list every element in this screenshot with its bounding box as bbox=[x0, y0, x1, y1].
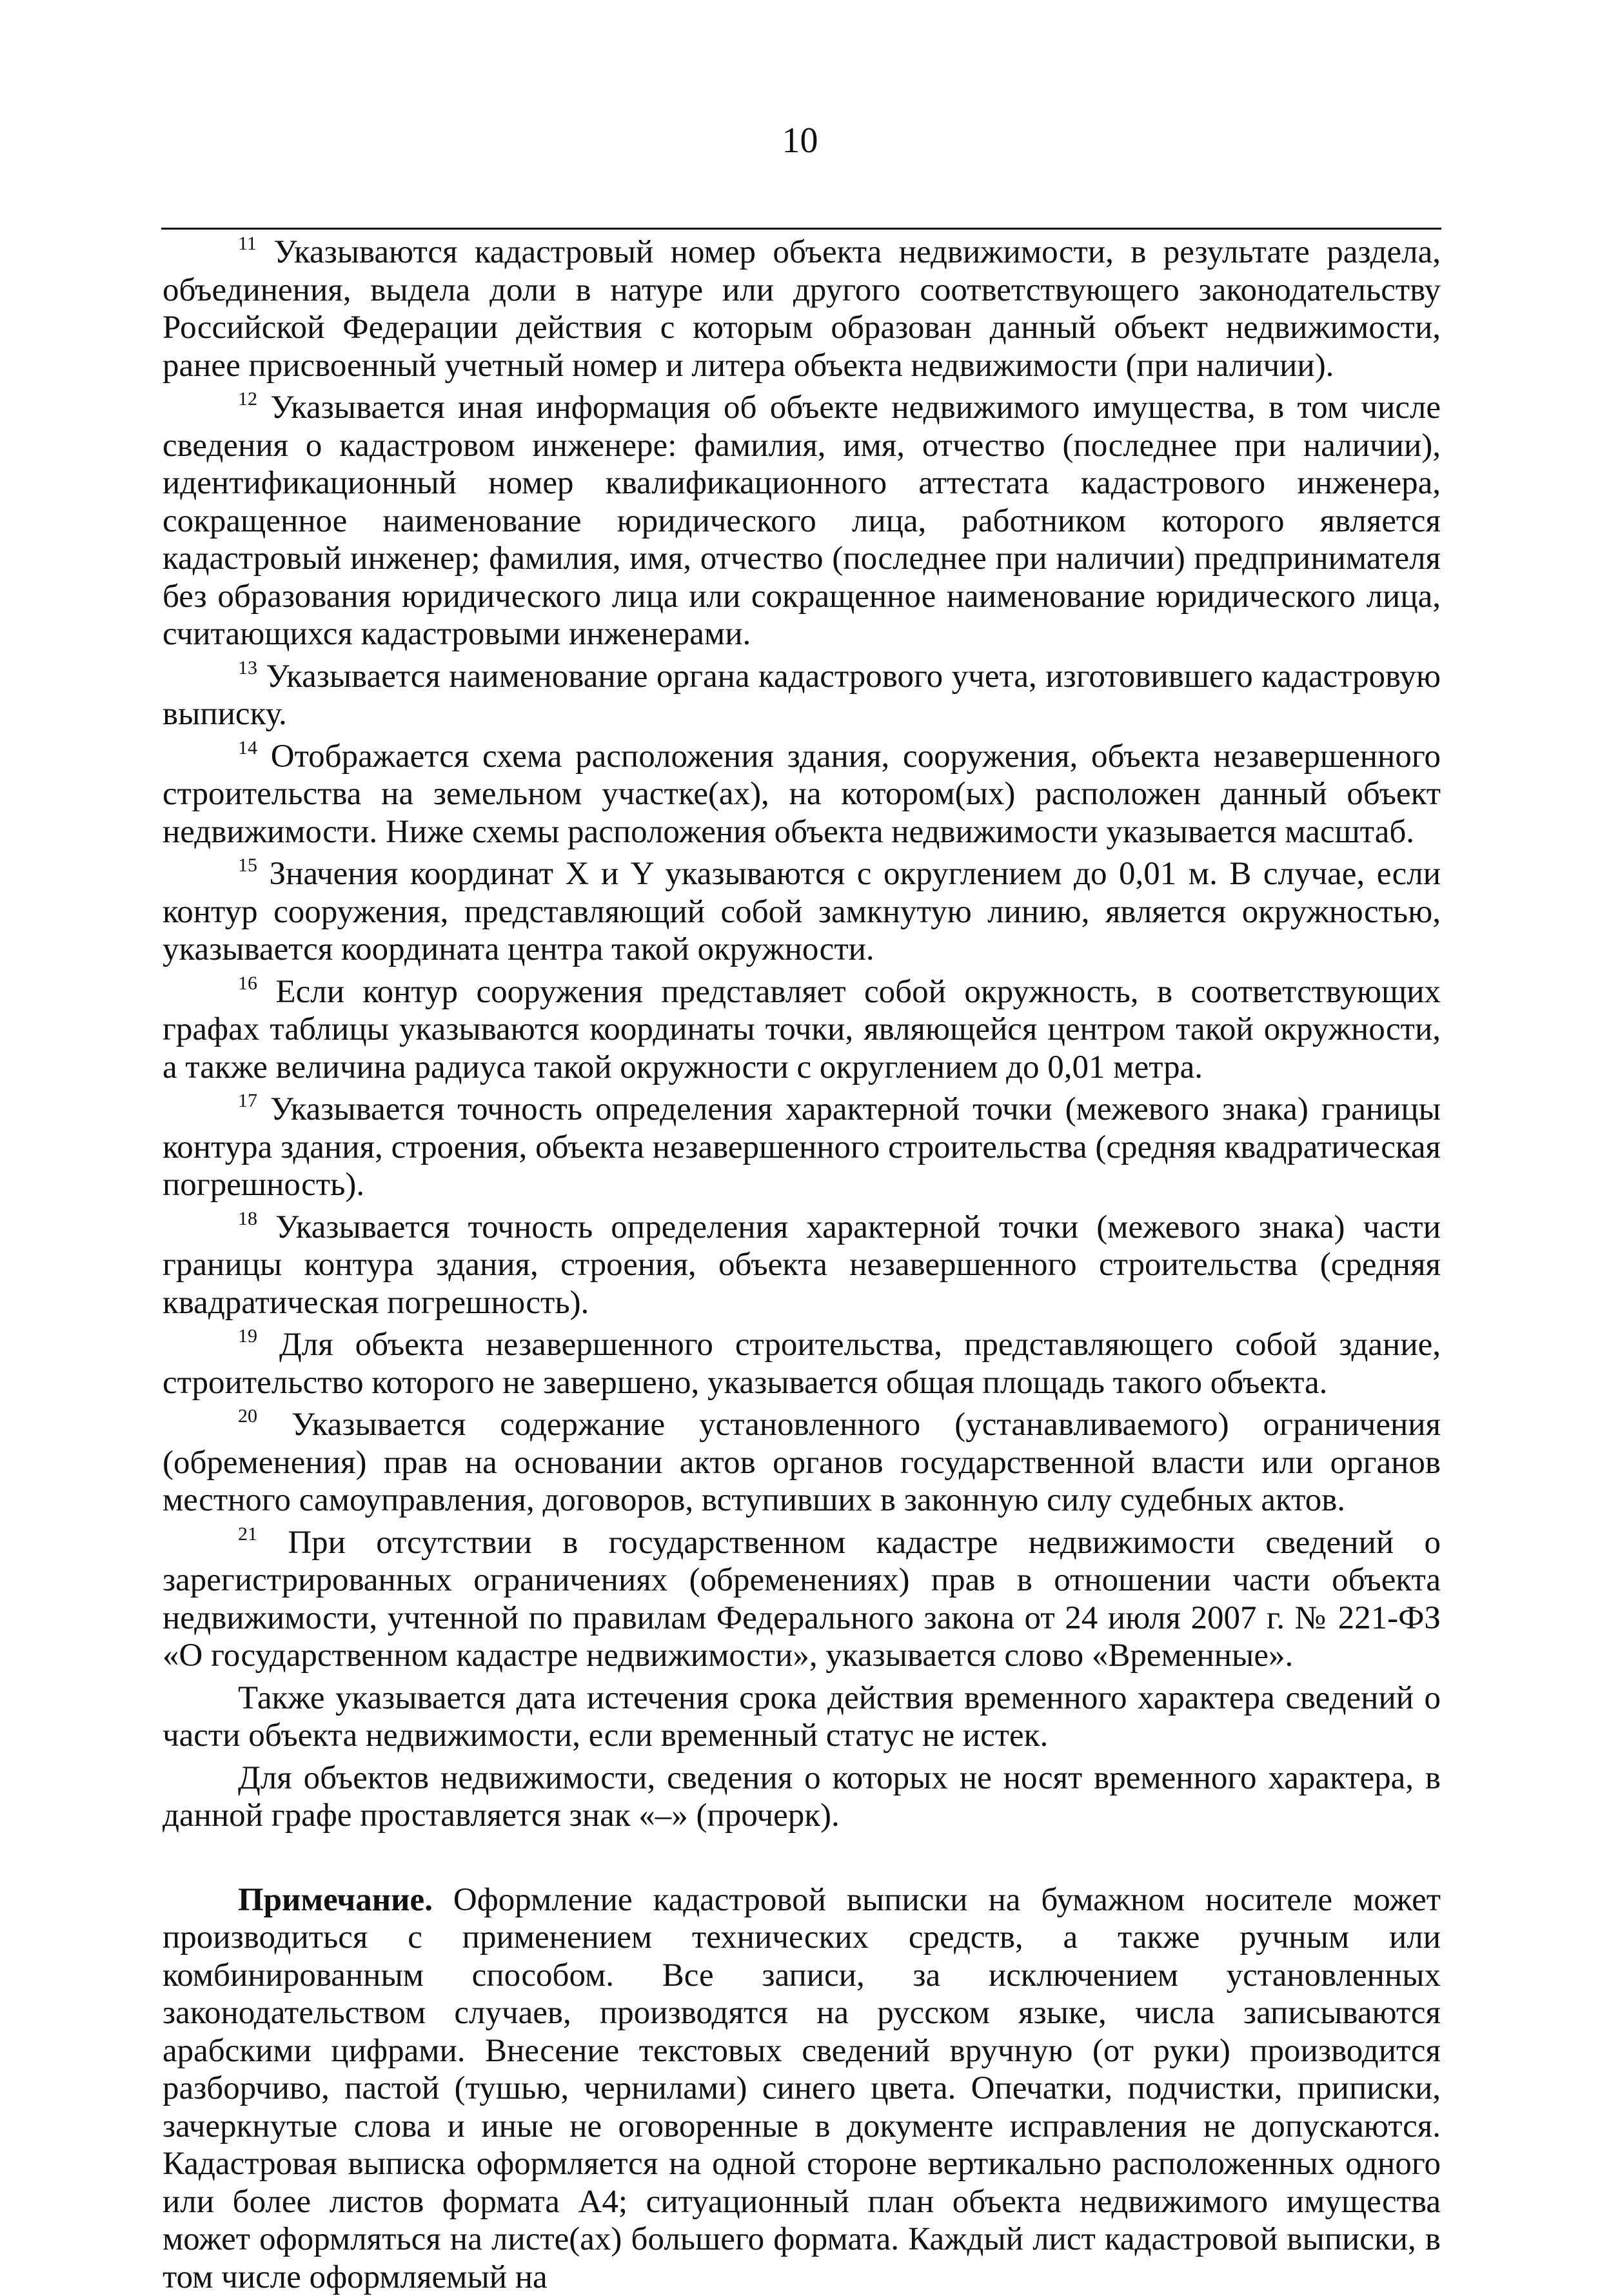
footnote-continuation-paragraph: Также указывается дата истечения срока действия временного характера сведений о части объекта недвижимости, если временный статус не истек. bbox=[163, 1679, 1441, 1755]
footnote-text: Указывается содержание установленного (устанавливаемого) ограничения (обременения) прав на основании актов органов государственной власти или органов местного самоуправления, договоров, вступивших в законную силу судебных актов. bbox=[163, 1407, 1441, 1518]
footnote-text: Указывается точность определения характерной точки (межевого знака) части границы контура здания, строения, объекта незавершенного строительства (средняя квадратическая погрешность). bbox=[163, 1209, 1441, 1321]
footnote-marker: 15 bbox=[238, 855, 257, 876]
footnote-marker: 21 bbox=[238, 1523, 257, 1545]
note-label: Примечание. bbox=[238, 1882, 433, 1918]
footnote-20 bbox=[163, 1406, 1441, 1519]
footnote-text: Указывается иная информация об объекте недвижимого имущества, в том числе сведения о кадастровом инженере: фамилия, имя, отчество (последнее при наличии), идентификационный номер квалификационного аттестата кадастрового инженера, сокращенное наименование юридического лица, работником которого является кадастровый инженер; фамилия, имя, отчество (последнее при наличии) предпринимателя без образования юридического лица или сокращенное наименование юридического лица, считающихся кадастровыми инженерами. bbox=[163, 390, 1441, 652]
footnote-marker: 19 bbox=[238, 1325, 257, 1347]
footnote-marker: 11 bbox=[238, 233, 257, 254]
footnote-marker: 17 bbox=[238, 1090, 257, 1111]
footnote-marker: 18 bbox=[238, 1208, 257, 1229]
footnote-12 bbox=[163, 389, 1441, 653]
footnote-text: При отсутствии в государственном кадастре недвижимости сведений о зарегистрированных ограничениях (обременениях) прав в отношении части объекта недвижимости, учтенной по правилам Федерального закона от 24 июля 2007 г. № 221-ФЗ «О государственном кадастре недвижимости», указывается слово «Временные». bbox=[163, 1525, 1441, 1674]
footnote-19 bbox=[163, 1326, 1441, 1401]
footnote-13 bbox=[163, 658, 1441, 733]
footnote-15 bbox=[163, 855, 1441, 969]
footnote-marker: 13 bbox=[238, 657, 257, 678]
footnote-18 bbox=[163, 1209, 1441, 1322]
footnote-11 bbox=[163, 233, 1441, 384]
note-text: Оформление кадастровой выписки на бумажном носителе может производиться с применением технических средств, а также ручным или комбинированным способом. Все записи, за исключением установленных законодательством случаев, производятся на русском языке, числа записываются арабскими цифрами. Внесение текстовых сведений вручную (от руки) производится разборчиво, пастой (тушью, чернилами) синего цвета. Опечатки, подчистки, приписки, зачеркнутые слова и иные не оговоренные в документе исправления не допускаются. Кадастровая выписка оформляется на одной стороне вертикально расположенных одного или более листов формата А4; ситуационный план объекта недвижимого имущества может оформляться на листе(ах) большего формата. Каждый лист кадастровой выписки, в том числе оформляемый на bbox=[163, 1882, 1441, 2295]
footnote-text: Для объекта незавершенного строительства, представляющего собой здание, строительство которого не завершено, указывается общая площадь такого объекта. bbox=[163, 1327, 1441, 1401]
footnote-text: Если контур сооружения представляет собой окружность, в соответствующих графах таблицы указываются координаты точки, являющейся центром такой окружности, а также величина радиуса такой окружности с округлением до 0,01 метра. bbox=[163, 974, 1441, 1085]
footnote-separator-line bbox=[161, 228, 1441, 230]
footnote-continuation-paragraph: Для объектов недвижимости, сведения о которых не носят временного характера, в данной графе проставляется знак «–» (прочерк). bbox=[163, 1759, 1441, 1835]
footnote-marker: 12 bbox=[238, 388, 257, 410]
footnote-marker: 16 bbox=[238, 973, 257, 994]
footnote-text: Указываются кадастровый номер объекта недвижимости, в результате раздела, объединения, выдела доли в натуре или другого соответствующего законодательству Российской Федерации действия с которым образован данный объект недвижимости, ранее присвоенный учетный номер и литера объекта недвижимости (при наличии). bbox=[163, 234, 1441, 384]
page-number: 10 bbox=[0, 123, 1600, 159]
footnote-text: Указывается наименование органа кадастрового учета, изготовившего кадастровую выписку. bbox=[163, 658, 1441, 733]
footnote-text: Указывается точность определения характерной точки (межевого знака) границы контура здания, строения, объекта незавершенного строительства (средняя квадратическая погрешность). bbox=[163, 1091, 1441, 1203]
footnote-marker: 14 bbox=[238, 737, 257, 758]
footnote-17 bbox=[163, 1091, 1441, 1204]
note-paragraph bbox=[163, 1881, 1441, 2296]
footnote-marker: 20 bbox=[238, 1405, 257, 1427]
footnote-text: Отображается схема расположения здания, сооружения, объекта незавершенного строительства на земельном участке(ах), на котором(ых) расположен данный объект недвижимости. Ниже схемы расположения объекта недвижимости указывается масштаб. bbox=[163, 738, 1441, 850]
footnote-14 bbox=[163, 738, 1441, 851]
footnotes-section bbox=[163, 233, 1441, 2296]
footnote-16 bbox=[163, 973, 1441, 1087]
footnote-21 bbox=[163, 1524, 1441, 1675]
footnote-text: Значения координат X и Y указываются с округлением до 0,01 м. В случае, если контур сооружения, представляющий собой замкнутую линию, является окружностью, указывается координата центра такой окружности. bbox=[163, 856, 1441, 967]
